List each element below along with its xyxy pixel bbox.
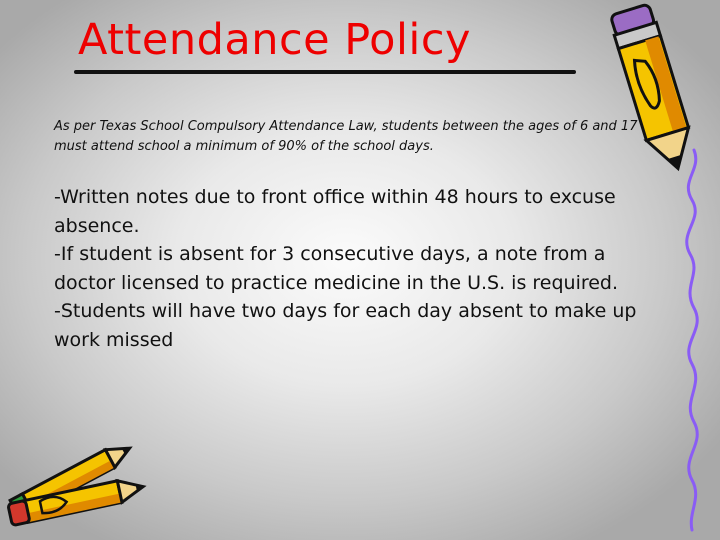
policy-list bbox=[54, 183, 644, 354]
slide-title: Attendance Policy bbox=[78, 15, 471, 65]
pencils-clipart-icon bbox=[0, 428, 150, 540]
intro-paragraph: As per Texas School Compulsory Attendance Law, students between the ages of 6 and 17 must attend school a minimum of 90% of the school days. bbox=[54, 119, 638, 154]
squiggle-line-icon bbox=[672, 150, 712, 530]
policy-item-doctor-note: -If student is absent for 3 consecutive days, a note from a doctor licensed to practice medicine in the U.S. is required. bbox=[54, 243, 619, 294]
policy-item-make-up-work: -Students will have two days for each day absent to make up work missed bbox=[54, 300, 637, 351]
title-underline bbox=[74, 70, 576, 74]
policy-item-written-notes: -Written notes due to front office within 48 hours to excuse absence. bbox=[54, 186, 616, 237]
